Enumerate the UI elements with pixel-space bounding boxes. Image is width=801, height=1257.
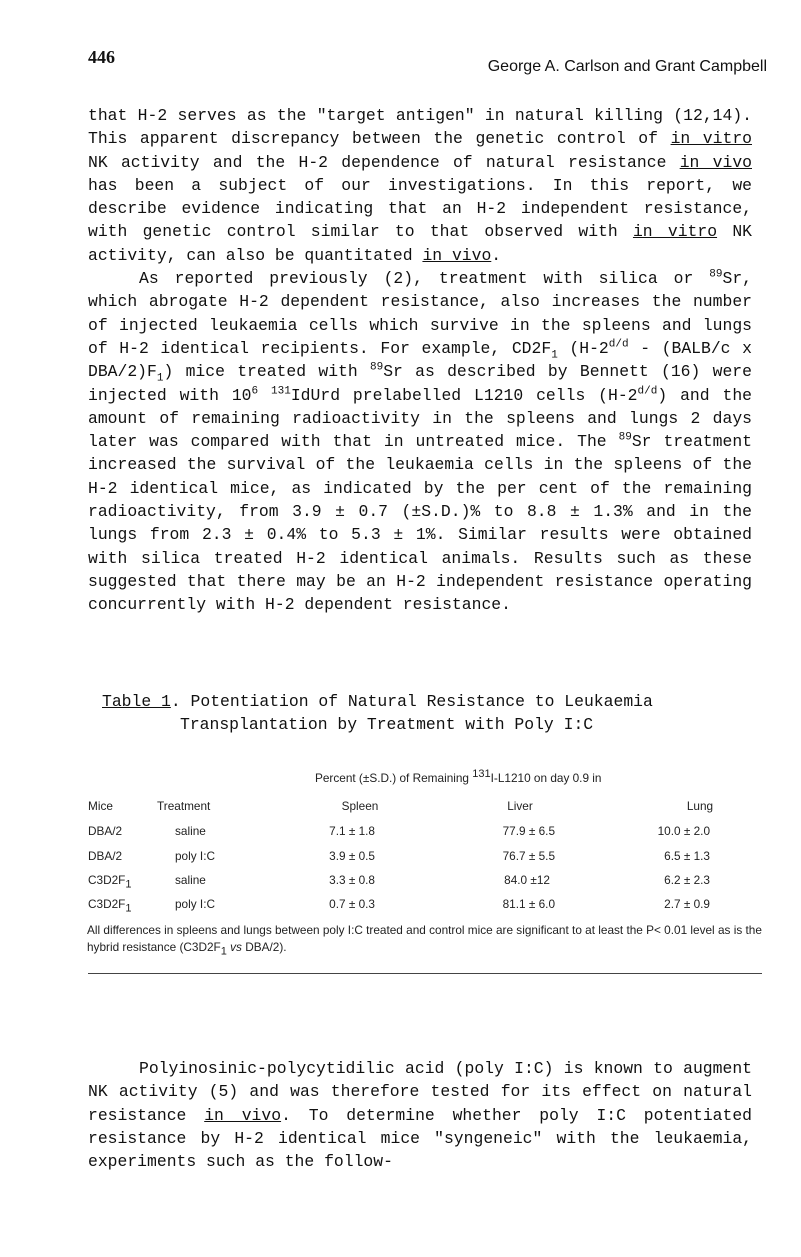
- table-title: [102, 690, 653, 737]
- para2-s4: ) mice treated with: [163, 362, 370, 382]
- para2-s6: [258, 386, 271, 405]
- column-header-treatment: Treatment: [157, 799, 211, 813]
- para2-s3: - (BALB/c x DBA/2)F: [88, 338, 752, 382]
- cell-treatment-row4: poly I:C: [175, 897, 215, 911]
- para1-in-vivo-1: in vivo: [679, 152, 752, 172]
- cell-mice-row3: [88, 873, 132, 891]
- cell-liver-row3: 84.0 ±12: [504, 873, 550, 887]
- para1-in-vivo-2: in vivo: [422, 245, 492, 265]
- sup-131: 131: [271, 385, 291, 398]
- paragraph-strontium: [88, 267, 752, 616]
- column-header-lung: Lung: [686, 799, 714, 813]
- footnote-text-a: All differences in spleens and lungs between poly I:C treated and control mice are significant to at least the P< 0.01 level as is the hybrid resistance (C3D2F: [87, 923, 762, 954]
- sup-dd-b: d/d: [637, 385, 658, 398]
- para2-s8: ) and the amount of remaining radioactivity in the spleens and lungs 2 days later was compared with that in untreated mice. The: [88, 385, 752, 452]
- table-bottom-rule: [88, 973, 762, 974]
- para1-text-e: .: [491, 245, 502, 265]
- cell-treatment-row3: saline: [175, 873, 206, 887]
- paragraph-poly-ic: [88, 1057, 752, 1173]
- cell-lung-row2: 6.5 ± 1.3: [664, 849, 710, 863]
- table-title-rest: . Potentiation of Natural Resistance to Leukaemia: [170, 692, 653, 711]
- table-footnote: [87, 922, 767, 956]
- cell-mice-row4-sub: 1: [125, 902, 132, 915]
- para2-s7: IdUrd prelabelled L1210 cells (H-2: [290, 385, 638, 405]
- para2-s5: Sr as described by Bennett (16) were injected with 10: [88, 362, 752, 405]
- running-head: George A. Carlson and Grant Campbell: [487, 58, 767, 75]
- paragraph-continuation: [88, 104, 752, 267]
- footnote-sub: 1: [220, 945, 227, 958]
- cell-spleen-row2: 3.9 ± 0.5: [329, 849, 375, 863]
- table-header-pre: Percent (±S.D.) of Remaining: [315, 771, 473, 785]
- cell-treatment-row2: poly I:C: [175, 849, 215, 863]
- cell-liver-row2: 76.7 ± 5.5: [502, 849, 555, 863]
- cell-mice-row2: DBA/2: [88, 849, 123, 863]
- table-title-line2: Transplantation by Treatment with Poly I:C: [180, 715, 594, 735]
- para3-text-b: . To determine whether poly I:C potentiated resistance by H-2 identical mice "syngeneic" with the leukaemia, experiments such as the follow-: [88, 1105, 752, 1172]
- sub-1-a: 1: [551, 349, 558, 362]
- table-label: Table 1: [102, 692, 171, 711]
- para1-in-vitro-2: in vitro: [632, 222, 718, 242]
- para1-text-d: NK activity, can also be quantitated: [88, 222, 752, 265]
- para1-text-b: NK activity and the H-2 dependence of natural resistance: [88, 152, 680, 172]
- para1-text-c: has been a subject of our investigations. In this report, we describe evidence indicating that an H-2 independent resistance, with genetic control similar to that observed with: [88, 175, 752, 242]
- footnote-text-b: DBA/2).: [241, 940, 287, 954]
- sup-6: 6: [251, 385, 259, 398]
- cell-mice-row1: DBA/2: [88, 824, 123, 838]
- para2-s9: Sr treatment increased the survival of the leukaemia cells in the spleens of the H-2 identical mice, as indicated by the per cent of the remaining radioactivity, from 3.9 ± 0.7 (±S.D.)% to 8.8 ± 1.3% and in the lungs from 2.3 ± 0.4% to 5.3 ± 1%. Similar results were obtained with silica treated H-2 identical animals. Results such as these suggested that there may be an H-2 independent resistance operating concurrently with H-2 dependent resistance.: [88, 432, 752, 615]
- body-text-bottom: [88, 1057, 752, 1173]
- cell-liver-row4: 81.1 ± 6.0: [502, 897, 555, 911]
- table-header-post: I-L1210 on day 0.9 in: [490, 771, 602, 785]
- column-header-mice: Mice: [88, 799, 113, 813]
- cell-spleen-row1: 7.1 ± 1.8: [329, 824, 375, 838]
- sup-89-a: 89: [709, 268, 723, 281]
- cell-lung-row3: 6.2 ± 2.3: [664, 873, 710, 887]
- cell-treatment-row1: saline: [175, 824, 206, 838]
- cell-liver-row1: 77.9 ± 6.5: [502, 824, 555, 838]
- cell-spleen-row3: 3.3 ± 0.8: [329, 873, 375, 887]
- para2-s2: (H-2: [557, 338, 609, 358]
- cell-spleen-row4: 0.7 ± 0.3: [329, 897, 375, 911]
- para3-text-a: Polyinosinic-polycytidilic acid (poly I:C) is known to augment NK activity (5) and was therefore tested for its effect on natural resistance: [88, 1059, 752, 1125]
- body-text-top: [88, 104, 752, 617]
- footnote-vs: vs: [230, 940, 242, 954]
- sup-89-c: 89: [618, 431, 632, 444]
- table-header-sup: 131: [472, 768, 491, 781]
- cell-lung-row4: 2.7 ± 0.9: [664, 897, 710, 911]
- column-header-spleen: Spleen: [341, 799, 379, 813]
- sup-89-b: 89: [369, 361, 384, 374]
- cell-mice-row3-text: C3D2F: [88, 873, 126, 887]
- page-number: 446: [88, 47, 115, 67]
- cell-mice-row3-sub: 1: [125, 878, 132, 891]
- para3-in-vivo: in vivo: [204, 1105, 282, 1125]
- para1-text-a: that H-2 serves as the "target antigen" in natural killing (12,14). This apparent discrepancy between the genetic control of: [88, 106, 752, 149]
- cell-mice-row4: [88, 897, 132, 915]
- cell-lung-row1: 10.0 ± 2.0: [657, 824, 710, 838]
- cell-mice-row4-text: C3D2F: [88, 897, 126, 911]
- para2-s1-pre: As reported previously (2), treatment with silica or: [139, 269, 710, 289]
- para2-s1-post: Sr, which abrogate H-2 dependent resistance, also increases the number of injected leukaemia cells which survive in the spleens and lungs of H-2 identical recipients. For example, CD2F: [88, 269, 752, 358]
- sub-1-b: 1: [156, 372, 164, 385]
- sup-dd-a: d/d: [608, 338, 629, 351]
- table-header: [315, 768, 602, 785]
- para1-in-vitro-1: in vitro: [670, 129, 752, 149]
- column-header-liver: Liver: [507, 799, 533, 813]
